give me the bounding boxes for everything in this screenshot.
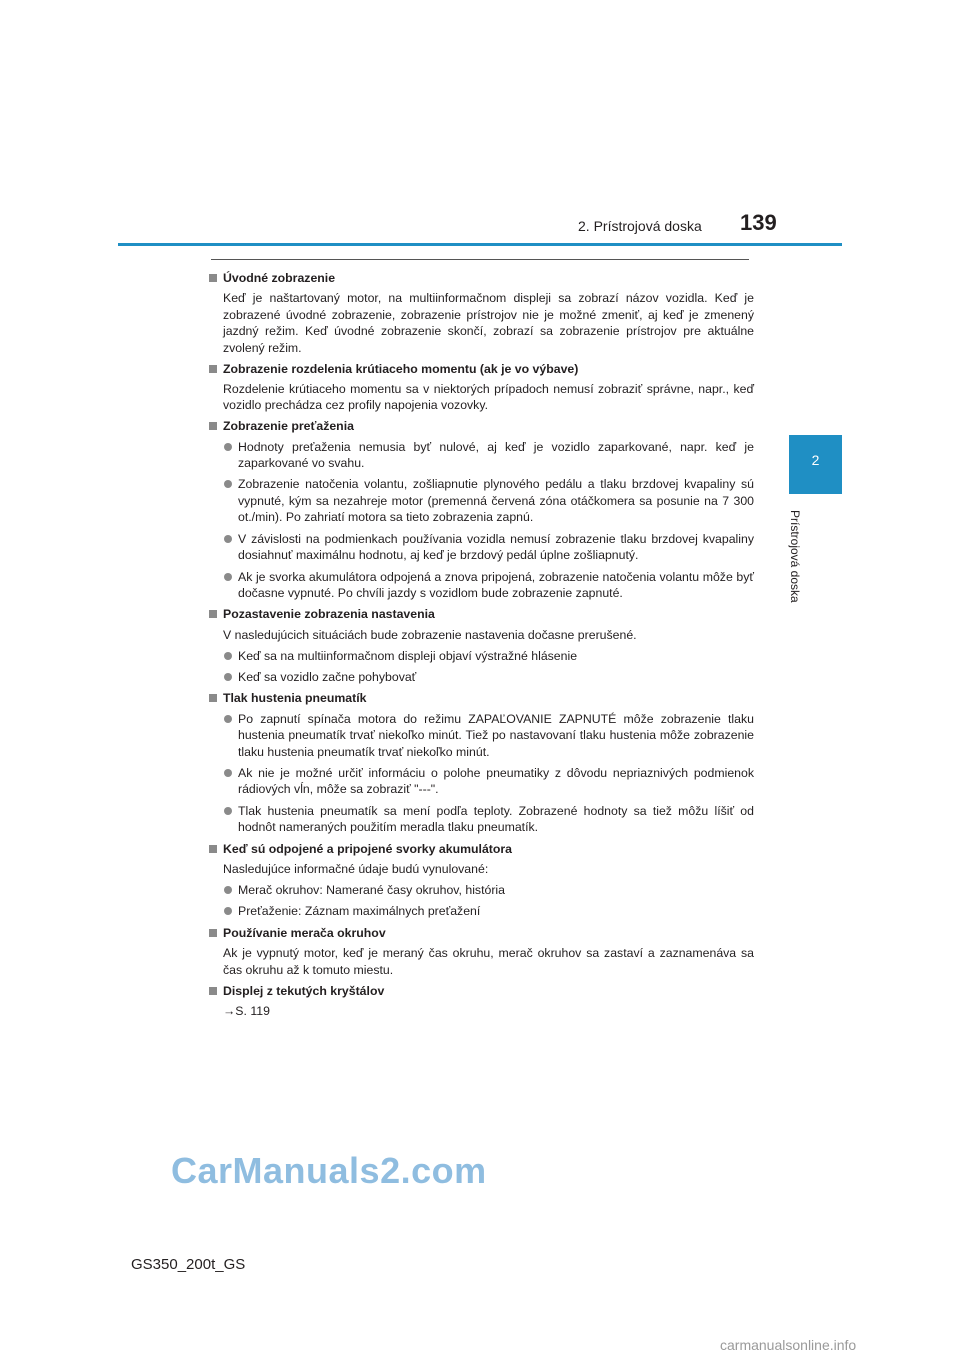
- round-bullet-icon: [224, 907, 232, 915]
- round-bullet-icon: [224, 673, 232, 681]
- site-mark: carmanualsonline.info: [720, 1337, 857, 1353]
- paragraph: →S. 119: [223, 1003, 270, 1018]
- bullet-item: [209, 765, 754, 798]
- round-bullet-icon: [224, 715, 232, 723]
- section-heading: [209, 606, 754, 622]
- section-heading: [209, 841, 754, 857]
- square-bullet-icon: [209, 365, 217, 373]
- square-bullet-icon: [209, 845, 217, 853]
- section: [209, 841, 754, 920]
- round-bullet-icon: [224, 807, 232, 815]
- header-rule: [118, 243, 842, 246]
- chapter-title: 2. Prístrojová doska: [578, 218, 702, 234]
- bullet-item: [209, 882, 754, 898]
- bullet-item: [209, 669, 754, 685]
- bullet-item: [209, 531, 754, 564]
- section-heading-text: Displej z tekutých kryštálov: [223, 983, 385, 998]
- round-bullet-icon: [224, 886, 232, 894]
- bullet-text: Ak nie je možné určiť informáciu o polohe pneumatiky z dôvodu nepriaznivých podmienok rádiových vĺn, môže sa zobraziť "---".: [238, 766, 754, 797]
- section-heading: [209, 361, 754, 377]
- paragraph: V nasledujúcich situáciách bude zobrazenie nastavenia dočasne prerušené.: [223, 627, 637, 642]
- content-top-rule: [211, 259, 749, 260]
- section: [209, 418, 754, 601]
- section-heading: [209, 418, 754, 434]
- bullet-text: V závislosti na podmienkach používania vozidla nemusí zobrazenie tlaku brzdovej kvapaliny dosiahnuť maximálnu hodnotu, aj keď je brzdový pedál úplne zošliapnutý.: [238, 531, 754, 563]
- section: [209, 270, 754, 356]
- section-heading-text: Používanie merača okruhov: [223, 925, 386, 940]
- square-bullet-icon: [209, 274, 217, 282]
- bullet-item: [209, 711, 754, 760]
- section: [209, 690, 754, 835]
- square-bullet-icon: [209, 610, 217, 618]
- round-bullet-icon: [224, 769, 232, 777]
- section: [209, 606, 754, 685]
- section-heading-text: Keď sú odpojené a pripojené svorky akumulátora: [223, 841, 513, 856]
- section-heading: [209, 270, 754, 286]
- bullet-item: [209, 476, 754, 525]
- square-bullet-icon: [209, 422, 217, 430]
- section: [209, 925, 754, 978]
- section-heading-text: Tlak hustenia pneumatík: [223, 691, 367, 706]
- paragraph: Keď je naštartovaný motor, na multiinformačnom displeji sa zobrazí názov vozidla. Keď je zobrazené úvodné zobrazenie, zobrazenie prístrojov nie je možné zmeniť, aj keď je zmenený jazdný režim. Keď úvodné zobrazenie skončí, zobrazí sa zobrazenie prístrojov pre aktuálne zvolený režim.: [223, 291, 754, 355]
- footer-model-code: GS350_200t_GS: [131, 1256, 246, 1273]
- paragraph: Rozdelenie krútiaceho momentu sa v niektorých prípadoch nemusí zobraziť správne, napr., keď vozidlo prechádza cez profily napojenia vozovky.: [223, 381, 754, 413]
- section-heading: [209, 925, 754, 941]
- bullet-text: Preťaženie: Záznam maximálnych preťažení: [238, 904, 481, 919]
- round-bullet-icon: [224, 652, 232, 660]
- section-heading-text: Úvodné zobrazenie: [223, 271, 336, 285]
- bullet-item: [209, 648, 754, 664]
- bullet-text: Hodnoty preťaženia nemusia byť nulové, aj keď je vozidlo zaparkované, napr. keď je zaparkované vo svahu.: [238, 439, 754, 471]
- section-heading-text: Pozastavenie zobrazenia nastavenia: [223, 607, 435, 622]
- round-bullet-icon: [224, 443, 232, 451]
- bullet-text: Tlak hustenia pneumatík sa mení podľa teploty. Zobrazené hodnoty sa tiež môžu líšiť od hodnôt nameraných použitím meradla tlaku pneumatík.: [238, 803, 754, 835]
- round-bullet-icon: [224, 480, 232, 488]
- round-bullet-icon: [224, 535, 232, 543]
- square-bullet-icon: [209, 929, 217, 937]
- bullet-item: [209, 439, 754, 472]
- bullet-item: [209, 569, 754, 602]
- chapter-tab-label: Prístrojová doska: [788, 510, 802, 603]
- section: [209, 361, 754, 414]
- bullet-text: Zobrazenie natočenia volantu, zošliapnutie plynového pedálu a tlaku brzdovej kvapaliny sú vypnuté, kým sa nezahreje motor (premenná červená zóna otáčkomera sa posunie na 7 300 ot./min). Po zahriatí motora sa tieto zobrazenia zapnú.: [238, 477, 754, 525]
- bullet-item: [209, 803, 754, 836]
- section-heading: [209, 983, 754, 999]
- bullet-item: [209, 903, 754, 919]
- page-number: 139: [740, 210, 777, 235]
- page-content: [209, 270, 754, 1024]
- round-bullet-icon: [224, 573, 232, 581]
- bullet-text: Merač okruhov: Namerané časy okruhov, história: [238, 883, 506, 897]
- section-heading-text: Zobrazenie rozdelenia krútiaceho momentu (ak je vo výbave): [223, 361, 579, 376]
- bullet-text: Ak je svorka akumulátora odpojená a znova pripojená, zobrazenie natočenia volantu môže byť dočasne vypnuté. Po chvíli jazdy s vozidlom bude zobrazenie zapnuté.: [238, 569, 754, 600]
- watermark: CarManuals2.com: [171, 1150, 487, 1191]
- section-heading-text: Zobrazenie preťaženia: [223, 419, 354, 434]
- bullet-text: Po zapnutí spínača motora do režimu ZAPAĽOVANIE ZAPNUTÉ môže zobrazenie tlaku hustenia pneumatík trvať niekoľko minút. Tiež po nastavovaní tlaku hustenia môže zobrazenie tlaku hustenia pneumatík trvať niekoľko minút.: [238, 711, 754, 759]
- chapter-tab: 2: [789, 435, 842, 494]
- bullet-text: Keď sa vozidlo začne pohybovať: [238, 670, 417, 685]
- square-bullet-icon: [209, 987, 217, 995]
- square-bullet-icon: [209, 694, 217, 702]
- section-heading: [209, 690, 754, 706]
- section: [209, 983, 754, 1020]
- bullet-text: Keď sa na multiinformačnom displeji objaví výstražné hlásenie: [238, 648, 578, 663]
- paragraph: Nasledujúce informačné údaje budú vynulované:: [223, 862, 489, 877]
- paragraph: Ak je vypnutý motor, keď je meraný čas okruhu, merač okruhov sa zastaví a zaznamenáva sa čas okruhu až k tomuto miestu.: [223, 946, 754, 977]
